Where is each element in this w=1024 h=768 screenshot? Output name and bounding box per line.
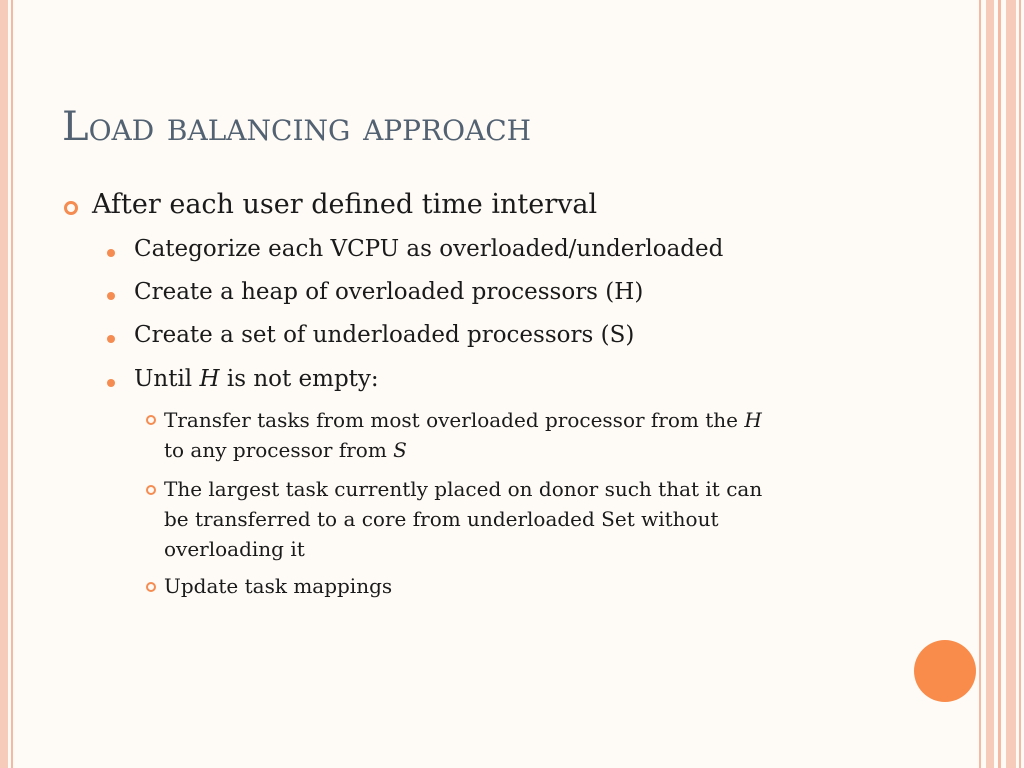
until-var: H [199, 366, 220, 392]
transfer-var-s: S [393, 438, 407, 462]
bullet-set: Create a set of underloaded processors (S) [134, 322, 635, 348]
transfer-var-h: H [744, 408, 762, 432]
largest-line-1: The largest task currently placed on donor such that it can [164, 477, 763, 501]
sub-bullet-largest-task [164, 474, 762, 564]
bullet-level1: After each user defined time interval [92, 189, 598, 220]
transfer-line-2 [164, 435, 762, 465]
largest-line-3: overloading it [164, 537, 305, 561]
transfer-text-2: to any processor from [164, 438, 394, 462]
small-ring-bullet-icon [146, 415, 156, 425]
bullet-categorize: Categorize each VCPU as overloaded/underloaded [134, 236, 724, 262]
transfer-line-1 [164, 405, 762, 435]
small-ring-bullet-icon [146, 485, 156, 495]
bullet-heap: Create a heap of overloaded processors (H) [134, 279, 644, 305]
small-ring-bullet-icon [146, 582, 156, 592]
dot-bullet-icon [107, 292, 115, 300]
transfer-text-1: Transfer tasks from most overloaded processor from the [164, 408, 745, 432]
sub-bullet-transfer [164, 405, 762, 465]
until-before: Until [134, 366, 200, 392]
slide-title: Load balancing approach [62, 104, 532, 150]
decorative-circle [914, 640, 976, 702]
bullet-until [134, 366, 379, 392]
ring-bullet-icon [64, 201, 78, 215]
dot-bullet-icon [107, 335, 115, 343]
until-after: is not empty: [219, 366, 379, 392]
sub-bullet-update: Update task mappings [164, 574, 393, 598]
dot-bullet-icon [107, 249, 115, 257]
dot-bullet-icon [107, 379, 115, 387]
largest-line-2: be transferred to a core from underloaded Set without [164, 507, 719, 531]
